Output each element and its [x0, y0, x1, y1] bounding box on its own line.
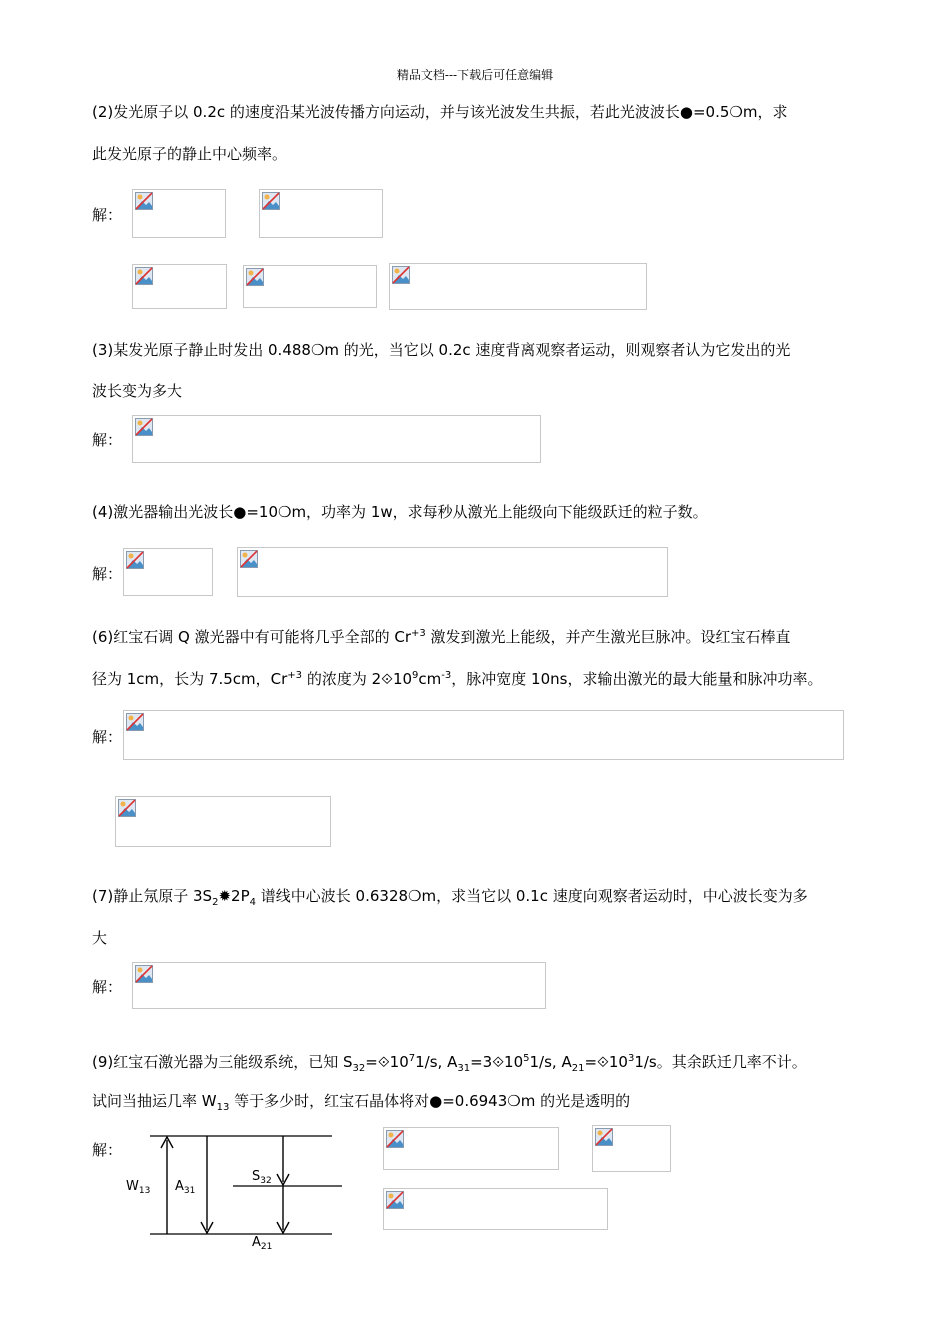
- q6-solution-label: 解：: [92, 728, 123, 746]
- q3-solution-label: 解：: [92, 431, 123, 449]
- broken-image-icon: [595, 1128, 613, 1146]
- q6-line2: 径为 1cm，长为 7.5cm，$Cr^{+3}$ 的浓度为 $2⟐10^9cm^{-3}$，脉冲宽度 10ns，求输出激光的最大能量和脉冲功率。: [92, 670, 823, 688]
- broken-image-icon: [135, 267, 153, 285]
- image-placeholder: [123, 710, 844, 760]
- image-placeholder: [132, 962, 546, 1009]
- image-placeholder: [259, 189, 383, 238]
- broken-image-icon: [126, 713, 144, 731]
- image-placeholder: [243, 265, 377, 308]
- broken-image-icon: [386, 1191, 404, 1209]
- q7-solution-label: 解：: [92, 978, 123, 996]
- image-placeholder: [383, 1127, 559, 1170]
- broken-image-icon: [126, 551, 144, 569]
- broken-image-icon: [262, 192, 280, 210]
- q9-line2: 试问当抽运几率 $W_{13}$ 等于多少时，红宝石晶体将对●=0.6943❍m 的光是透明的: [92, 1092, 631, 1113]
- s32-label: $S_{32}$: [252, 1169, 272, 1186]
- a21-label: $A_{21}$: [252, 1235, 273, 1250]
- q2-solution-label: 解：: [92, 206, 123, 224]
- q2-line1: (2)发光原子以 0.2c 的速度沿某光波传播方向运动，并与该光波发生共振，若此光波波长●=0.5❍m，求: [92, 103, 788, 121]
- q2-line2: 此发光原子的静止中心频率。: [92, 145, 288, 163]
- broken-image-icon: [240, 550, 258, 568]
- energy-level-diagram: [120, 1130, 350, 1250]
- image-placeholder: [132, 264, 227, 309]
- q7-line2: 大: [92, 929, 108, 947]
- page-header: 精品文档---下载后可任意编辑: [396, 68, 554, 82]
- q9-solution-label: 解：: [92, 1141, 123, 1159]
- broken-image-icon: [246, 268, 264, 286]
- image-placeholder: [115, 796, 331, 847]
- q6-line1: (6)红宝石调 Q 激光器中有可能将几乎全部的 $Cr^{+3}$ 激发到激光上能级，并产生激光巨脉冲。设红宝石棒直: [92, 628, 791, 646]
- q3-line1: (3)某发光原子静止时发出 0.488❍m 的光，当它以 0.2c 速度背离观察者运动，则观察者认为它发出的光: [92, 341, 791, 359]
- broken-image-icon: [392, 266, 410, 284]
- q3-line2: 波长变为多大: [92, 382, 183, 400]
- q7-line1: (7)静止氖原子 $3S_2✹2P_4$ 谱线中心波长 0.6328❍m，求当它以 0.1c 速度向观察者运动时，中心波长变为多: [92, 887, 808, 908]
- w13-label: $W_{13}$: [126, 1179, 151, 1196]
- a31-label: $A_{31}$: [175, 1179, 196, 1196]
- q4-solution-label: 解：: [92, 565, 123, 583]
- broken-image-icon: [386, 1130, 404, 1148]
- broken-image-icon: [118, 799, 136, 817]
- image-placeholder: [383, 1188, 608, 1230]
- image-placeholder: [132, 189, 226, 238]
- image-placeholder: [123, 548, 213, 596]
- broken-image-icon: [135, 418, 153, 436]
- image-placeholder: [237, 547, 668, 597]
- q4-line1: (4)激光器输出光波长●=10❍m，功率为 1w，求每秒从激光上能级向下能级跃迁的粒子数。: [92, 503, 708, 521]
- image-placeholder: [389, 263, 647, 310]
- image-placeholder: [132, 415, 541, 463]
- q9-line1: (9)红宝石激光器为三能级系统，已知 $S_{32}=⟐10^71/s$, $A_{31}=3⟐10^51/s$, $A_{21}=⟐10^31/s$。其余跃迁几率不计。: [92, 1053, 807, 1074]
- image-placeholder: [592, 1125, 671, 1172]
- broken-image-icon: [135, 192, 153, 210]
- broken-image-icon: [135, 965, 153, 983]
